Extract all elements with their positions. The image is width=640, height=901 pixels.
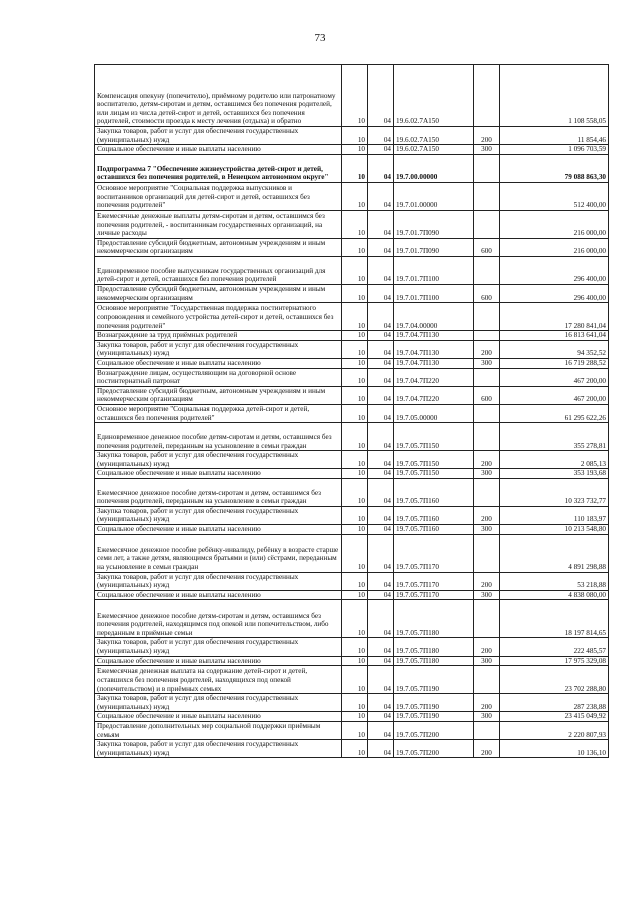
row-name: Подпрограмма 7 "Обеспечение жизнеустройства детей-сирот и детей, оставшихся без попечения родителей, в Ненецком автономном округе" (95, 154, 342, 182)
row-target-code: 19.7.05.7П150 (394, 423, 474, 451)
row-name: Закупка товаров, работ и услуг для обеспечения государственных (муниципальных) нужд (95, 506, 342, 524)
row-amount: 355 278,81 (500, 423, 609, 451)
row-amount: 110 183,97 (500, 506, 609, 524)
row-amount: 296 400,00 (500, 256, 609, 284)
row-target-code: 19.7.05.7П180 (394, 600, 474, 638)
row-name: Закупка товаров, работ и услуг для обеспечения государственных (муниципальных) нужд (95, 572, 342, 590)
row-section: 10 (342, 65, 368, 127)
row-section: 10 (342, 590, 368, 600)
row-subsection: 04 (368, 478, 394, 506)
row-name: Социальное обеспечение и иные выплаты населению (95, 525, 342, 535)
row-subsection: 04 (368, 525, 394, 535)
row-subsection: 04 (368, 506, 394, 524)
row-target-code: 19.7.01.7П100 (394, 284, 474, 302)
row-expense-type (474, 722, 500, 740)
table-row (95, 127, 609, 145)
row-section: 10 (342, 666, 368, 694)
row-target-code: 19.7.05.7П180 (394, 638, 474, 656)
row-target-code: 19.7.05.7П170 (394, 534, 474, 572)
row-target-code: 19.7.05.7П170 (394, 590, 474, 600)
row-target-code: 19.6.02.7А150 (394, 145, 474, 155)
row-amount: 4 838 080,00 (500, 590, 609, 600)
row-subsection: 04 (368, 656, 394, 666)
row-expense-type (474, 65, 500, 127)
row-target-code: 19.7.01.00000 (394, 182, 474, 210)
row-name: Закупка товаров, работ и услуг для обеспечения государственных (муниципальных) нужд (95, 740, 342, 758)
row-expense-type: 200 (474, 638, 500, 656)
row-section: 10 (342, 154, 368, 182)
row-expense-type: 200 (474, 506, 500, 524)
row-subsection: 04 (368, 303, 394, 331)
row-amount: 1 108 558,05 (500, 65, 609, 127)
row-subsection: 04 (368, 740, 394, 758)
table-row (95, 712, 609, 722)
table-row (95, 284, 609, 302)
row-target-code: 19.7.04.7П130 (394, 358, 474, 368)
row-expense-type: 200 (474, 451, 500, 469)
row-target-code: 19.7.00.00000 (394, 154, 474, 182)
table-row (95, 469, 609, 479)
row-section: 10 (342, 210, 368, 238)
row-subsection: 04 (368, 65, 394, 127)
page-number: 73 (314, 32, 326, 44)
row-expense-type: 300 (474, 145, 500, 155)
row-expense-type: 300 (474, 358, 500, 368)
row-target-code: 19.6.02.7А150 (394, 127, 474, 145)
row-section: 10 (342, 303, 368, 331)
row-expense-type (474, 368, 500, 386)
row-target-code: 19.6.02.7А150 (394, 65, 474, 127)
table-row (95, 423, 609, 451)
row-section: 10 (342, 534, 368, 572)
row-section: 10 (342, 722, 368, 740)
row-expense-type (474, 404, 500, 422)
row-expense-type (474, 666, 500, 694)
row-section: 10 (342, 740, 368, 758)
row-target-code: 19.7.01.7П090 (394, 238, 474, 256)
row-subsection: 04 (368, 666, 394, 694)
row-subsection: 04 (368, 210, 394, 238)
row-section: 10 (342, 451, 368, 469)
row-target-code: 19.7.05.7П200 (394, 740, 474, 758)
row-amount: 4 891 298,88 (500, 534, 609, 572)
row-subsection: 04 (368, 145, 394, 155)
row-expense-type (474, 182, 500, 210)
row-name: Единовременное денежное пособие детям-сиротам и детям, оставшимся без попечения родителей, переданным на усыновление в семьи граждан (95, 423, 342, 451)
row-section: 10 (342, 331, 368, 341)
row-name: Социальное обеспечение и иные выплаты населению (95, 712, 342, 722)
row-subsection: 04 (368, 358, 394, 368)
row-expense-type: 300 (474, 525, 500, 535)
row-name: Закупка товаров, работ и услуг для обеспечения государственных (муниципальных) нужд (95, 638, 342, 656)
row-name: Предоставление субсидий бюджетным, автономным учреждениям и иным некоммерческим организациям (95, 238, 342, 256)
table-row (95, 303, 609, 331)
row-amount: 1 096 703,59 (500, 145, 609, 155)
row-name: Закупка товаров, работ и услуг для обеспечения государственных (муниципальных) нужд (95, 340, 342, 358)
row-name: Ежемесячное денежное пособие детям-сиротам и детям, оставшимся без попечения родителей, переданным на усыновление в семьи граждан (95, 478, 342, 506)
row-expense-type (474, 423, 500, 451)
row-section: 10 (342, 423, 368, 451)
table-row (95, 525, 609, 535)
row-subsection: 04 (368, 331, 394, 341)
row-section: 10 (342, 284, 368, 302)
row-subsection: 04 (368, 712, 394, 722)
row-target-code: 19.7.05.7П170 (394, 572, 474, 590)
row-subsection: 04 (368, 572, 394, 590)
row-name: Социальное обеспечение и иные выплаты населению (95, 145, 342, 155)
table-row (95, 478, 609, 506)
row-amount: 16 719 288,52 (500, 358, 609, 368)
table-row (95, 451, 609, 469)
row-amount: 353 193,68 (500, 469, 609, 479)
table-row (95, 666, 609, 694)
row-target-code: 19.7.05.7П160 (394, 525, 474, 535)
row-name: Вознаграждение за труд приёмных родителей (95, 331, 342, 341)
row-name: Социальное обеспечение и иные выплаты населению (95, 358, 342, 368)
row-expense-type: 600 (474, 284, 500, 302)
row-expense-type (474, 331, 500, 341)
row-amount: 18 197 814,65 (500, 600, 609, 638)
row-amount: 222 485,57 (500, 638, 609, 656)
table-row (95, 572, 609, 590)
row-subsection: 04 (368, 154, 394, 182)
row-expense-type: 300 (474, 590, 500, 600)
row-name: Основное мероприятие "Социальная поддержка выпускников и воспитанников организаций для детей-сирот и детей, оставшихся без попечения родителей" (95, 182, 342, 210)
row-target-code: 19.7.04.7П220 (394, 368, 474, 386)
row-subsection: 04 (368, 469, 394, 479)
row-amount: 10 213 548,80 (500, 525, 609, 535)
row-name: Основное мероприятие "Государственная поддержка постинтернатного сопровождения и семейного устройства детей-сирот и детей, оставшихся без попечения родителей" (95, 303, 342, 331)
table-row (95, 65, 609, 127)
table-row (95, 358, 609, 368)
row-amount: 11 854,46 (500, 127, 609, 145)
row-subsection: 04 (368, 238, 394, 256)
row-target-code: 19.7.04.7П130 (394, 331, 474, 341)
table-row (95, 182, 609, 210)
table-row (95, 238, 609, 256)
row-amount: 16 813 641,04 (500, 331, 609, 341)
row-expense-type: 200 (474, 127, 500, 145)
row-subsection: 04 (368, 386, 394, 404)
row-expense-type: 200 (474, 694, 500, 712)
row-amount: 216 000,00 (500, 210, 609, 238)
row-amount: 23 702 288,80 (500, 666, 609, 694)
row-subsection: 04 (368, 284, 394, 302)
row-amount: 512 400,00 (500, 182, 609, 210)
row-section: 10 (342, 182, 368, 210)
row-target-code: 19.7.05.7П190 (394, 712, 474, 722)
row-amount: 2 085,13 (500, 451, 609, 469)
row-name: Вознаграждение лицам, осуществляющим на договорной основе постинтернатный патронат (95, 368, 342, 386)
table-row (95, 386, 609, 404)
row-target-code: 19.7.04.7П220 (394, 386, 474, 404)
row-section: 10 (342, 368, 368, 386)
row-name: Социальное обеспечение и иные выплаты населению (95, 656, 342, 666)
row-name: Ежемесячное денежное пособие детям-сиротам и детям, оставшимся без попечения родителей, находящимся под опекой или попечительством, либо переданным в приёмные семьи (95, 600, 342, 638)
row-target-code: 19.7.04.7П130 (394, 340, 474, 358)
row-expense-type (474, 478, 500, 506)
row-subsection: 04 (368, 722, 394, 740)
row-name: Закупка товаров, работ и услуг для обеспечения государственных (муниципальных) нужд (95, 127, 342, 145)
row-subsection: 04 (368, 127, 394, 145)
row-target-code: 19.7.05.7П190 (394, 666, 474, 694)
row-section: 10 (342, 712, 368, 722)
row-target-code: 19.7.05.7П160 (394, 478, 474, 506)
row-section: 10 (342, 478, 368, 506)
row-section: 10 (342, 506, 368, 524)
row-target-code: 19.7.05.7П160 (394, 506, 474, 524)
row-amount: 17 280 841,04 (500, 303, 609, 331)
row-expense-type (474, 600, 500, 638)
table-row (95, 656, 609, 666)
row-name: Социальное обеспечение и иные выплаты населению (95, 469, 342, 479)
row-expense-type (474, 210, 500, 238)
row-name: Компенсация опекуну (попечителю), приёмному родителю или патронатному воспитателю, детям-сиротам и детям, оставшимся без попечения родителей, или лицам из числа детей-сирот и детей, оставшихся без попечения родителей, стоимости проезда к месту лечения (отдыха) и обратно (95, 65, 342, 127)
table-row (95, 210, 609, 238)
row-amount: 79 088 863,30 (500, 154, 609, 182)
row-target-code: 19.7.01.7П100 (394, 256, 474, 284)
row-subsection: 04 (368, 638, 394, 656)
row-name: Основное мероприятие "Социальная поддержка детей-сирот и детей, оставшихся без попечения родителей" (95, 404, 342, 422)
row-amount: 94 352,52 (500, 340, 609, 358)
row-expense-type (474, 534, 500, 572)
row-subsection: 04 (368, 600, 394, 638)
row-amount: 53 218,88 (500, 572, 609, 590)
row-subsection: 04 (368, 182, 394, 210)
row-target-code: 19.7.05.00000 (394, 404, 474, 422)
table-row (95, 331, 609, 341)
row-section: 10 (342, 525, 368, 535)
table-row (95, 506, 609, 524)
row-section: 10 (342, 656, 368, 666)
row-amount: 23 415 049,92 (500, 712, 609, 722)
table-row (95, 590, 609, 600)
row-name: Предоставление субсидий бюджетным, автономным учреждениям и иным некоммерческим организациям (95, 284, 342, 302)
row-expense-type: 300 (474, 712, 500, 722)
row-section: 10 (342, 127, 368, 145)
row-expense-type: 200 (474, 340, 500, 358)
row-expense-type: 300 (474, 469, 500, 479)
row-section: 10 (342, 694, 368, 712)
row-expense-type: 300 (474, 656, 500, 666)
row-name: Ежемесячное денежное пособие ребёнку-инвалиду, ребёнку в возрасте старше семи лет, а также детям, являющимся братьями и (или) сёстрами, переданным на усыновление в семьи граждан (95, 534, 342, 572)
row-subsection: 04 (368, 368, 394, 386)
row-name: Социальное обеспечение и иные выплаты населению (95, 590, 342, 600)
row-target-code: 19.7.05.7П180 (394, 656, 474, 666)
table-row (95, 154, 609, 182)
row-amount: 467 200,00 (500, 386, 609, 404)
row-amount: 296 400,00 (500, 284, 609, 302)
row-section: 10 (342, 256, 368, 284)
row-section: 10 (342, 386, 368, 404)
row-section: 10 (342, 358, 368, 368)
row-subsection: 04 (368, 256, 394, 284)
row-expense-type: 600 (474, 238, 500, 256)
row-amount: 2 220 807,93 (500, 722, 609, 740)
row-target-code: 19.7.05.7П190 (394, 694, 474, 712)
row-section: 10 (342, 572, 368, 590)
table-row (95, 722, 609, 740)
row-section: 10 (342, 145, 368, 155)
row-amount: 61 295 622,26 (500, 404, 609, 422)
table-row (95, 368, 609, 386)
row-section: 10 (342, 600, 368, 638)
table-row (95, 694, 609, 712)
row-subsection: 04 (368, 451, 394, 469)
row-expense-type: 600 (474, 386, 500, 404)
row-target-code: 19.7.05.7П150 (394, 451, 474, 469)
row-section: 10 (342, 469, 368, 479)
table-row (95, 145, 609, 155)
table-row (95, 256, 609, 284)
row-amount: 17 975 329,08 (500, 656, 609, 666)
row-subsection: 04 (368, 340, 394, 358)
row-amount: 216 000,00 (500, 238, 609, 256)
row-expense-type: 200 (474, 572, 500, 590)
row-expense-type (474, 256, 500, 284)
row-section: 10 (342, 340, 368, 358)
row-expense-type (474, 154, 500, 182)
row-amount: 10 323 732,77 (500, 478, 609, 506)
row-name: Закупка товаров, работ и услуг для обеспечения государственных (муниципальных) нужд (95, 694, 342, 712)
row-subsection: 04 (368, 694, 394, 712)
row-subsection: 04 (368, 404, 394, 422)
row-name: Закупка товаров, работ и услуг для обеспечения государственных (муниципальных) нужд (95, 451, 342, 469)
row-section: 10 (342, 238, 368, 256)
table-row (95, 404, 609, 422)
row-target-code: 19.7.05.7П200 (394, 722, 474, 740)
table-row (95, 600, 609, 638)
row-amount: 287 238,88 (500, 694, 609, 712)
row-section: 10 (342, 404, 368, 422)
budget-table (94, 64, 609, 758)
row-amount: 467 200,00 (500, 368, 609, 386)
table-row (95, 340, 609, 358)
row-target-code: 19.7.05.7П150 (394, 469, 474, 479)
row-name: Единовременное пособие выпускникам государственных организаций для детей-сирот и детей, оставшихся без попечения родителей (95, 256, 342, 284)
row-subsection: 04 (368, 423, 394, 451)
row-target-code: 19.7.04.00000 (394, 303, 474, 331)
row-name: Ежемесячные денежные выплаты детям-сиротам и детям, оставшимся без попечения родителей, - воспитанникам государственных организаций, на личные расходы (95, 210, 342, 238)
row-section: 10 (342, 638, 368, 656)
table-row (95, 534, 609, 572)
row-name: Ежемесячная денежная выплата на содержание детей-сирот и детей, оставшихся без попечения родителей, находящихся под опекой (попечительством) и в приёмных семьях (95, 666, 342, 694)
row-target-code: 19.7.01.7П090 (394, 210, 474, 238)
table-row (95, 638, 609, 656)
row-name: Предоставление дополнительных мер социальной поддержки приёмным семьям (95, 722, 342, 740)
row-name: Предоставление субсидий бюджетным, автономным учреждениям и иным некоммерческим организациям (95, 386, 342, 404)
row-subsection: 04 (368, 590, 394, 600)
row-expense-type: 200 (474, 740, 500, 758)
row-expense-type (474, 303, 500, 331)
row-subsection: 04 (368, 534, 394, 572)
table-row (95, 740, 609, 758)
row-amount: 10 136,10 (500, 740, 609, 758)
